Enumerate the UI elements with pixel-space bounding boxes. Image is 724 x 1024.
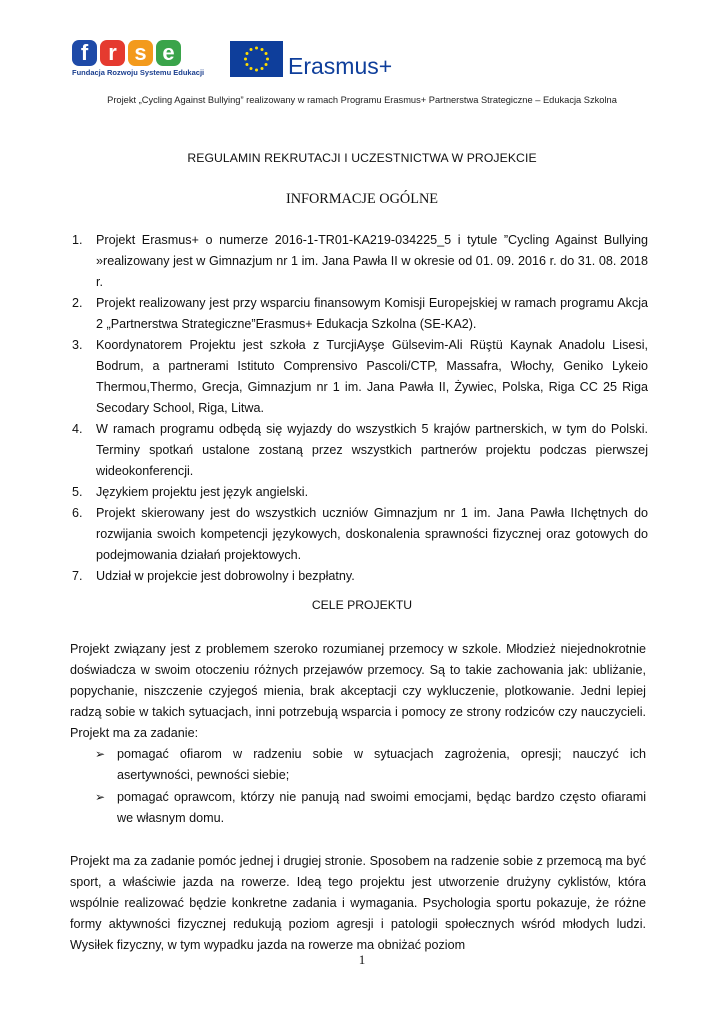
list-text: Projekt realizowany jest przy wsparciu finansowym Komisji Europejskiej w ramach programu Akcja 2 „Partnerstwa Strategiczne”Erasmus+ Edukacja Szkolna (SE-KA2). xyxy=(96,296,648,331)
frse-letter: r xyxy=(100,40,125,66)
eu-star xyxy=(245,63,248,66)
eu-stars-icon xyxy=(230,41,283,77)
document-title: REGULAMIN REKRUTACJI I UCZESTNICTWA W PROJEKCIE xyxy=(187,151,537,165)
list-text: Językiem projektu jest język angielski. xyxy=(96,485,309,499)
list-item xyxy=(72,482,648,503)
frse-letters xyxy=(72,40,184,66)
list-item xyxy=(72,230,648,293)
list-item xyxy=(72,566,648,587)
closing-paragraph: Projekt ma za zadanie pomóc jednej i drugiej stronie. Sposobem na radzenie sobie z przemocą ma być sport, a właściwie jazda na rowerze. Ideą tego projektu jest utworzenie drużyny cyklistów, która wspólnie realizować będzie konkretne zadania i wymagania. Psychologia sportu pokazuje, że różne formy aktywności fizycznej redukują poziom agresji i patologii społecznych wśród młodych ludzi. Wysiłek fizyczny, w tym wypadku jazda na rowerze ma obniżać poziom xyxy=(70,854,646,952)
page-number: 1 xyxy=(358,952,366,967)
eu-star xyxy=(255,47,258,50)
project-header-line: Projekt „Cycling Against Bullying” realizowany w ramach Programu Erasmus+ Partnerstwa Strategiczne – Edukacja Szkolna xyxy=(107,95,617,105)
eu-star xyxy=(244,58,247,61)
frse-letter: f xyxy=(72,40,97,66)
general-info-list xyxy=(72,230,648,587)
section-heading-general: INFORMACJE OGÓLNE xyxy=(285,191,439,207)
list-text: Udział w projekcie jest dobrowolny i bezpłatny. xyxy=(96,569,355,583)
bullet-text: pomagać ofiarom w radzeniu sobie w sytuacjach zagrożenia, opresji; nauczyć ich asertywności, pewności siebie; xyxy=(117,747,646,782)
eu-star xyxy=(245,52,248,55)
list-item xyxy=(72,419,648,482)
erasmus-logo-text: Erasmus+ xyxy=(288,53,393,79)
list-item xyxy=(72,293,648,335)
eu-star xyxy=(265,63,268,66)
frse-letter: s xyxy=(128,40,153,66)
eu-star xyxy=(265,52,268,55)
list-text: Koordynatorem Projektu jest szkoła z TurcjiAyşe Gülsevim-Ali Rüştü Kaynak Anadolu Lisesi, Bodrum, a partnerami Istituto Comprensivo Pascoli/CTP, Massafra, Włochy, Geniko Lykeio Thermou,Thermo, Grecja, Gimnazjum nr 1 im. Jana Pawła II, Żywiec, Polska, Riga CC 25 Riga Secodary School, Riga, Litwa. xyxy=(96,338,648,415)
eu-star xyxy=(261,48,264,51)
eu-star xyxy=(250,67,253,70)
eu-star xyxy=(255,69,258,72)
frse-subtitle: Fundacja Rozwoju Systemu Edukacji xyxy=(72,68,205,77)
arrow-bullet-icon: ➢ xyxy=(95,747,106,761)
list-item xyxy=(72,503,648,566)
bullet-text: pomagać oprawcom, którzy nie panują nad swoimi emocjami, będąc bardzo często ofiarami we własnym domu. xyxy=(117,790,646,825)
list-number: 2. xyxy=(72,296,83,310)
list-text: W ramach programu odbędą się wyjazdy do wszystkich 5 krajów partnerskich, w tym do Polski. Terminy spotkań ustalone zostaną przez wszystkich partnerów projektu podczas pierwszej wideokonferencji. xyxy=(96,422,648,478)
eu-star xyxy=(261,67,264,70)
goals-bullet-list xyxy=(95,744,646,830)
list-text: Projekt skierowany jest do wszystkich uczniów Gimnazjum nr 1 im. Jana Pawła IIchętnych do rozwijania swoich kompetencji językowych, doskonalenia sprawności fizycznej oraz gotowych do podejmowania działań projektowych. xyxy=(96,506,648,562)
list-number: 1. xyxy=(72,233,83,247)
eu-flag-icon xyxy=(230,41,283,77)
list-number: 6. xyxy=(72,506,83,520)
eu-star xyxy=(266,58,269,61)
list-number: 7. xyxy=(72,569,83,583)
list-item xyxy=(72,335,648,419)
arrow-bullet-icon: ➢ xyxy=(95,790,106,804)
bullet-item xyxy=(95,744,646,786)
list-number: 5. xyxy=(72,485,83,499)
goals-paragraph: Projekt związany jest z problemem szeroko rozumianej przemocy w szkole. Młodzież niejednokrotnie doświadcza w swoim otoczeniu różnych przejawów przemocy. Są to takie zachowania jak: ubliżanie, popychanie, niszczenie czyjegoś mienia, brak akceptacji czy wykluczenie, plotkowanie. Jedni lepiej radzą sobie w takich sytuacjach, inni potrzebują wsparcia i pomocy ze strony rodziców czy nauczycieli. Projekt ma za zadanie: xyxy=(70,642,646,740)
bullet-item xyxy=(95,787,646,829)
list-number: 3. xyxy=(72,338,83,352)
frse-logo xyxy=(72,40,205,82)
list-text: Projekt Erasmus+ o numerze 2016-1-TR01-KA219-034225_5 i tytule ”Cycling Against Bullying »realizowany jest w Gimnazjum nr 1 im. Jana Pawła II w okresie od 01. 09. 2016 r. do 31. 08. 2018 r. xyxy=(96,233,648,289)
eu-star xyxy=(250,48,253,51)
section-heading-goals: CELE PROJEKTU xyxy=(311,598,413,612)
list-number: 4. xyxy=(72,422,83,436)
frse-letter: e xyxy=(156,40,181,66)
